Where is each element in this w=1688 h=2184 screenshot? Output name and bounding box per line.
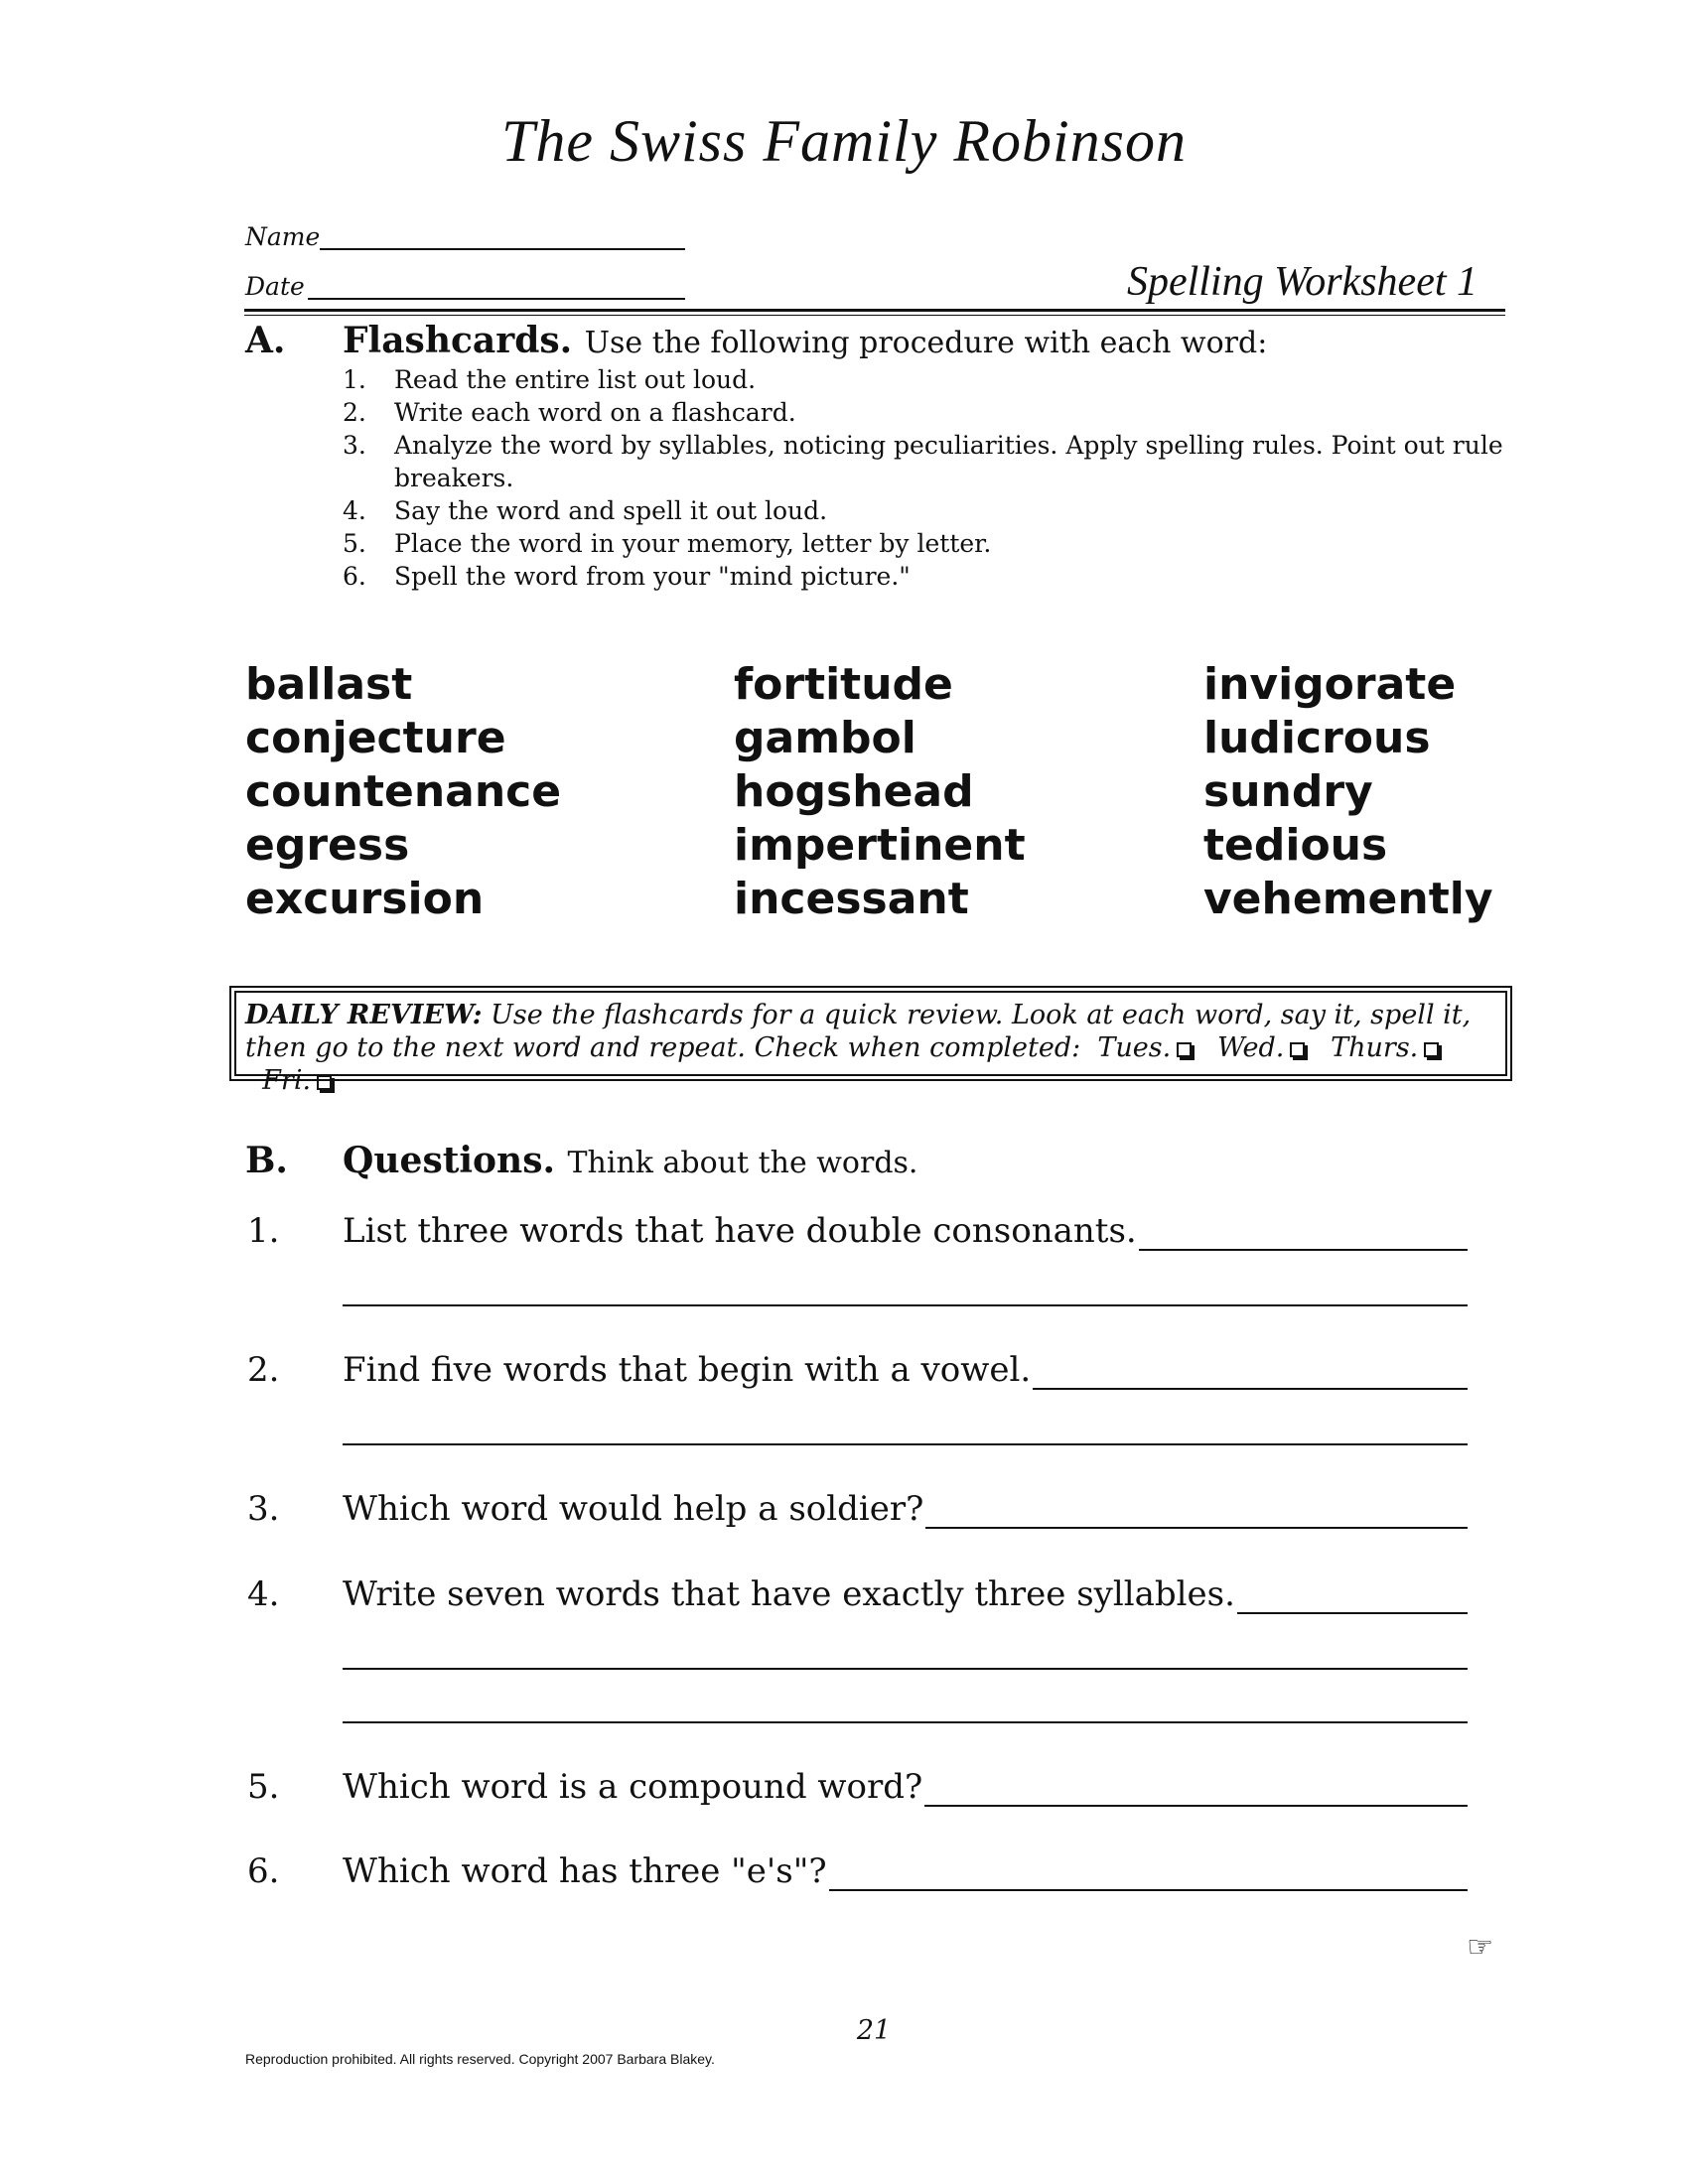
question-text: Write seven words that have exactly three syllables.	[343, 1574, 1235, 1614]
page-number: 21	[856, 2015, 892, 2046]
spelling-word: invigorate	[1203, 659, 1457, 710]
spelling-word: ballast	[245, 659, 413, 710]
spelling-word: countenance	[245, 766, 562, 817]
word-column-3	[1203, 658, 1493, 926]
question-number: 6.	[247, 1851, 280, 1891]
section-a-intro: Use the following procedure with each word:	[584, 326, 1268, 360]
section-b-intro: Think about the words.	[567, 1146, 918, 1180]
spelling-word: sundry	[1203, 766, 1373, 817]
procedure-step: 2. Write each word on a flashcard.	[343, 398, 796, 427]
date-field[interactable]	[308, 298, 685, 300]
checkbox-icon[interactable]	[1424, 1042, 1439, 1057]
worksheet-main-title: The Swiss Family Robinson	[500, 108, 1187, 174]
date-label: Date	[245, 272, 305, 301]
answer-line[interactable]	[343, 1304, 1468, 1306]
section-a-title: Flashcards.	[343, 320, 573, 361]
spelling-word: conjecture	[245, 713, 506, 763]
question-number: 1.	[247, 1211, 280, 1251]
spelling-word: fortitude	[734, 659, 953, 710]
question-text: Find five words that begin with a vowel.	[343, 1350, 1032, 1390]
spelling-word: hogshead	[734, 766, 974, 817]
procedure-step: 4. Say the word and spell it out loud.	[343, 496, 828, 525]
word-column-1	[245, 658, 561, 926]
spelling-word: tedious	[1203, 820, 1388, 871]
pointing-hand-icon: ☞	[1467, 1930, 1493, 1965]
day-thurs-label: Thurs.	[1331, 1032, 1419, 1063]
day-fri-label: Fri.	[262, 1065, 312, 1096]
procedure-step: 1. Read the entire list out loud.	[343, 365, 757, 394]
answer-line[interactable]	[343, 1443, 1468, 1445]
spelling-word: excursion	[245, 874, 485, 924]
question-number: 3.	[247, 1489, 280, 1529]
daily-review-box	[234, 991, 1507, 1096]
spelling-word: impertinent	[734, 820, 1026, 871]
daily-review-text: Use the flashcards for a quick review. Look at each word, say it, spell it, then go to the next word and repeat. Check when completed:	[245, 1000, 1472, 1063]
procedure-step: 6. Spell the word from your "mind picture."	[343, 562, 911, 591]
procedure-step: 3. Analyze the word by syllables, noticing peculiarities. Apply spelling rules. Point out rule breakers.	[343, 431, 1503, 492]
question-text: List three words that have double consonants.	[343, 1211, 1137, 1251]
question-text: Which word is a compound word?	[343, 1767, 923, 1807]
spelling-word: incessant	[734, 874, 969, 924]
question-number: 5.	[247, 1767, 280, 1807]
procedure-steps	[343, 363, 1514, 593]
section-b-heading	[343, 1140, 917, 1181]
checkbox-icon[interactable]	[1290, 1042, 1305, 1057]
day-tues-label: Tues.	[1097, 1032, 1172, 1063]
word-column-2	[734, 658, 1026, 926]
name-field[interactable]	[320, 248, 685, 250]
section-b-letter: B.	[245, 1140, 288, 1181]
name-label: Name	[245, 222, 321, 251]
question-number: 4.	[247, 1574, 280, 1614]
spelling-word: vehemently	[1203, 874, 1493, 924]
header-divider	[244, 309, 1505, 316]
question-number: 2.	[247, 1350, 280, 1390]
checkbox-icon[interactable]	[317, 1075, 332, 1090]
question-text: Which word would help a soldier?	[343, 1489, 924, 1529]
spelling-worksheet-title: Spelling Worksheet 1	[1126, 259, 1477, 305]
section-a-heading	[343, 320, 1267, 361]
daily-review-label: DAILY REVIEW:	[245, 1000, 483, 1030]
section-a-letter: A.	[245, 320, 286, 361]
checkbox-icon[interactable]	[1177, 1042, 1192, 1057]
spelling-word: egress	[245, 820, 410, 871]
section-b-title: Questions.	[343, 1140, 555, 1181]
day-wed-label: Wed.	[1216, 1032, 1285, 1063]
answer-line[interactable]	[343, 1721, 1468, 1723]
answer-line[interactable]	[343, 1668, 1468, 1670]
procedure-step: 5. Place the word in your memory, letter by letter.	[343, 529, 992, 558]
spelling-word: ludicrous	[1203, 713, 1431, 763]
copyright-notice: Reproduction prohibited. All rights reserved. Copyright 2007 Barbara Blakey.	[245, 2051, 715, 2067]
spelling-word: gambol	[734, 713, 916, 763]
question-text: Which word has three "e's"?	[343, 1851, 827, 1891]
